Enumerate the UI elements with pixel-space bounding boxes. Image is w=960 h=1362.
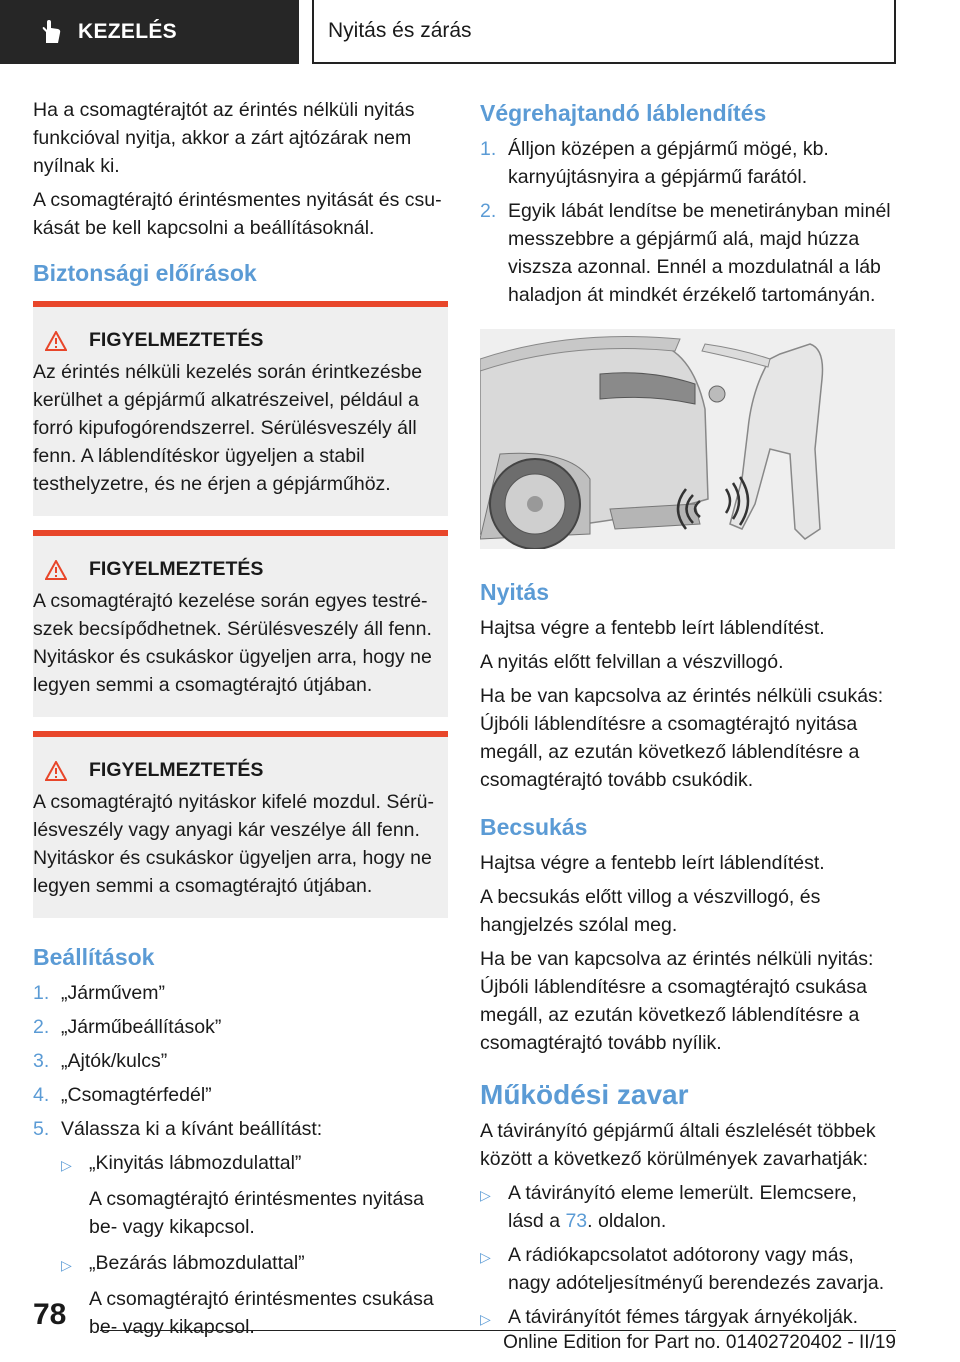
page-footer [0,1296,960,1362]
left-column [33,96,448,1349]
list-item [480,135,895,191]
warning-title: FIGYELMEZTETÉS [89,759,264,781]
kick-heading: Végrehajtandó láblendítés [480,100,767,126]
warning-box [33,301,448,516]
triangle-bullet-icon: ▷ [61,1157,72,1173]
fault-item-pre: A távirányító eleme lemerült. Elemcsere, lásd a [508,1182,857,1232]
triangle-bullet-icon: ▷ [480,1311,491,1327]
triangle-bullet-icon: ▷ [61,1257,72,1273]
list-item [480,1241,895,1297]
settings-options [61,1249,448,1279]
warning-title-row [33,329,434,352]
step-text: „Csomagtérfedél” [61,1084,212,1106]
safety-heading: Biztonsági előírások [33,260,257,286]
warning-triangle-icon [45,761,67,781]
right-column [480,100,895,1339]
footer-divider [100,1330,896,1331]
step-number: 2. [33,1016,50,1038]
fault-heading: Működési zavar [480,1079,689,1110]
warning-box [33,731,448,918]
settings-options [61,1149,448,1179]
step-text: Egyik lábát lendítse be menetirányban minél messzebbre a gépjármű alá, majd húzza viszsza azonnal. Ennél a mozdulatnál a láb haladjon át mindkét érzékelő tartományán. [508,200,891,306]
warning-box [33,530,448,717]
open-heading: Nyitás [480,579,550,605]
warning-title-row [33,759,434,782]
kick-steps [480,135,895,309]
warning-title-row [33,558,434,581]
triangle-bullet-icon: ▷ [480,1249,491,1265]
page-header [0,0,960,66]
hand-icon [38,19,64,45]
warning-text: A csomagtérajtó kezelése során egyes testrészek becsípődhetnek. Sérülésveszély áll fenn. Nyitáskor és csukáskor ügyeljen arra, hogy ne legyen semmi a csomagtérajtó útjában. [33,590,432,696]
list-item [33,1081,448,1109]
warning-triangle-icon [45,560,67,580]
fault-item-text [508,1179,895,1235]
step-text: „Ajtók/kulcs” [61,1050,168,1072]
kick-illustration [480,329,895,549]
section-title: KEZELÉS [78,20,177,43]
step-number: 3. [33,1050,50,1072]
intro-paragraph-1: Ha a csomagtérajtót az érintés nélküli nyitás funkcióval nyitja, akkor a zárt ajtózárak nem nyílnak ki. [33,99,415,177]
edition-text: Online Edition for Part no. 01402720402 - II/19 [503,1332,896,1353]
step-number: 1. [33,982,50,1004]
close-heading: Becsukás [480,814,588,840]
list-item [33,979,448,1007]
step-number: 5. [33,1118,50,1140]
warning-text: Az érintés nélküli kezelés során érintkezésbe kerülhet a gépjármű alkatrészeivel, például a forró kipufogórendszerrel. Sérülésveszély áll fenn. A láblendítéskor ügyeljen a stabil testhelyzetre, és ne érjen a gépjárműhöz. [33,361,423,495]
fault-item-post: . oldalon. [587,1210,667,1232]
car-kick-illustration-icon [480,329,895,549]
section-tab [0,0,299,64]
list-item [33,1115,448,1143]
intro-paragraph-2: A csomagtérajtó érintésmentes nyitását és csukását be kell kapcsolni a beállításoknál. [33,189,442,239]
list-item [33,1013,448,1041]
fault-item-text: A rádiókapcsolatot adótorony vagy más, nagy adóteljesítményű berendezés zavarja. [508,1244,885,1294]
page-number: 78 [33,1298,67,1331]
step-text: Álljon középen a gépjármű mögé, kb. karnyújtásnyira a gépjármű farától. [508,138,829,188]
settings-steps [33,979,448,1143]
settings-heading: Beállítások [33,944,155,970]
step-number: 1. [480,138,497,160]
step-text: „Járművem” [61,982,166,1004]
close-paragraph-1: Hajtsa végre a fentebb leírt láblendítést. [480,852,825,874]
warning-title: FIGYELMEZTETÉS [89,558,264,580]
open-paragraph-2: A nyitás előtt felvillan a vészvillogó. [480,651,784,673]
list-item [33,1047,448,1075]
warning-title: FIGYELMEZTETÉS [89,329,264,351]
triangle-bullet-icon: ▷ [480,1187,491,1203]
option-label: „Bezárás lábmozdulattal” [89,1252,305,1274]
close-paragraph-3: Ha be van kapcsolva az érintés nélküli nyitás: Újbóli láblendítésre a csomagtérajtó csukása megáll, az ezután következő láblendítésre a csomagtérajtó tovább nyílik. [480,948,874,1054]
list-item [61,1249,448,1279]
warning-triangle-icon [45,331,67,351]
fault-item-text: A távirányítót fémes tárgyak árnyékolják. [508,1306,859,1328]
step-number: 2. [480,200,497,222]
page-link[interactable]: 73 [565,1210,588,1232]
list-item [61,1149,448,1179]
step-text: Válassza ki a kívánt beállítást: [61,1118,323,1140]
open-paragraph-3: Ha be van kapcsolva az érintés nélküli csukás: Újbóli láblendítésre a csomagtérajtó nyitása megáll, az ezután következő láblendítésre a csomagtérajtó tovább csukódik. [480,685,884,791]
close-paragraph-2: A becsukás előtt villog a vészvillogó, és hangjelzés szólal meg. [480,886,821,936]
topic-title: Nyitás és zárás [312,0,896,64]
fault-intro: A távirányító gépjármű általi észlelését többek között a következő körülmények zavarhatják: [480,1120,876,1170]
option-label: „Kinyitás lábmozdulattal” [89,1152,302,1174]
option-description: A csomagtérajtó érintésmentes nyitása be- vagy kikapcsol. [89,1188,424,1238]
warning-text: A csomagtérajtó nyitáskor kifelé mozdul. Sérülésveszély vagy anyagi kár veszélye áll fenn. Nyitáskor és csukáskor ügyeljen arra, hogy ne legyen semmi a csomagtérajtó útjában. [33,791,435,897]
list-item [480,1179,895,1235]
option-description: A csomagtérajtó érintésmentes csukása be- vagy kikapcsol. [89,1288,434,1338]
open-paragraph-1: Hajtsa végre a fentebb leírt láblendítést. [480,617,825,639]
list-item [480,197,895,309]
step-number: 4. [33,1084,50,1106]
step-text: „Járműbeállítások” [61,1016,222,1038]
